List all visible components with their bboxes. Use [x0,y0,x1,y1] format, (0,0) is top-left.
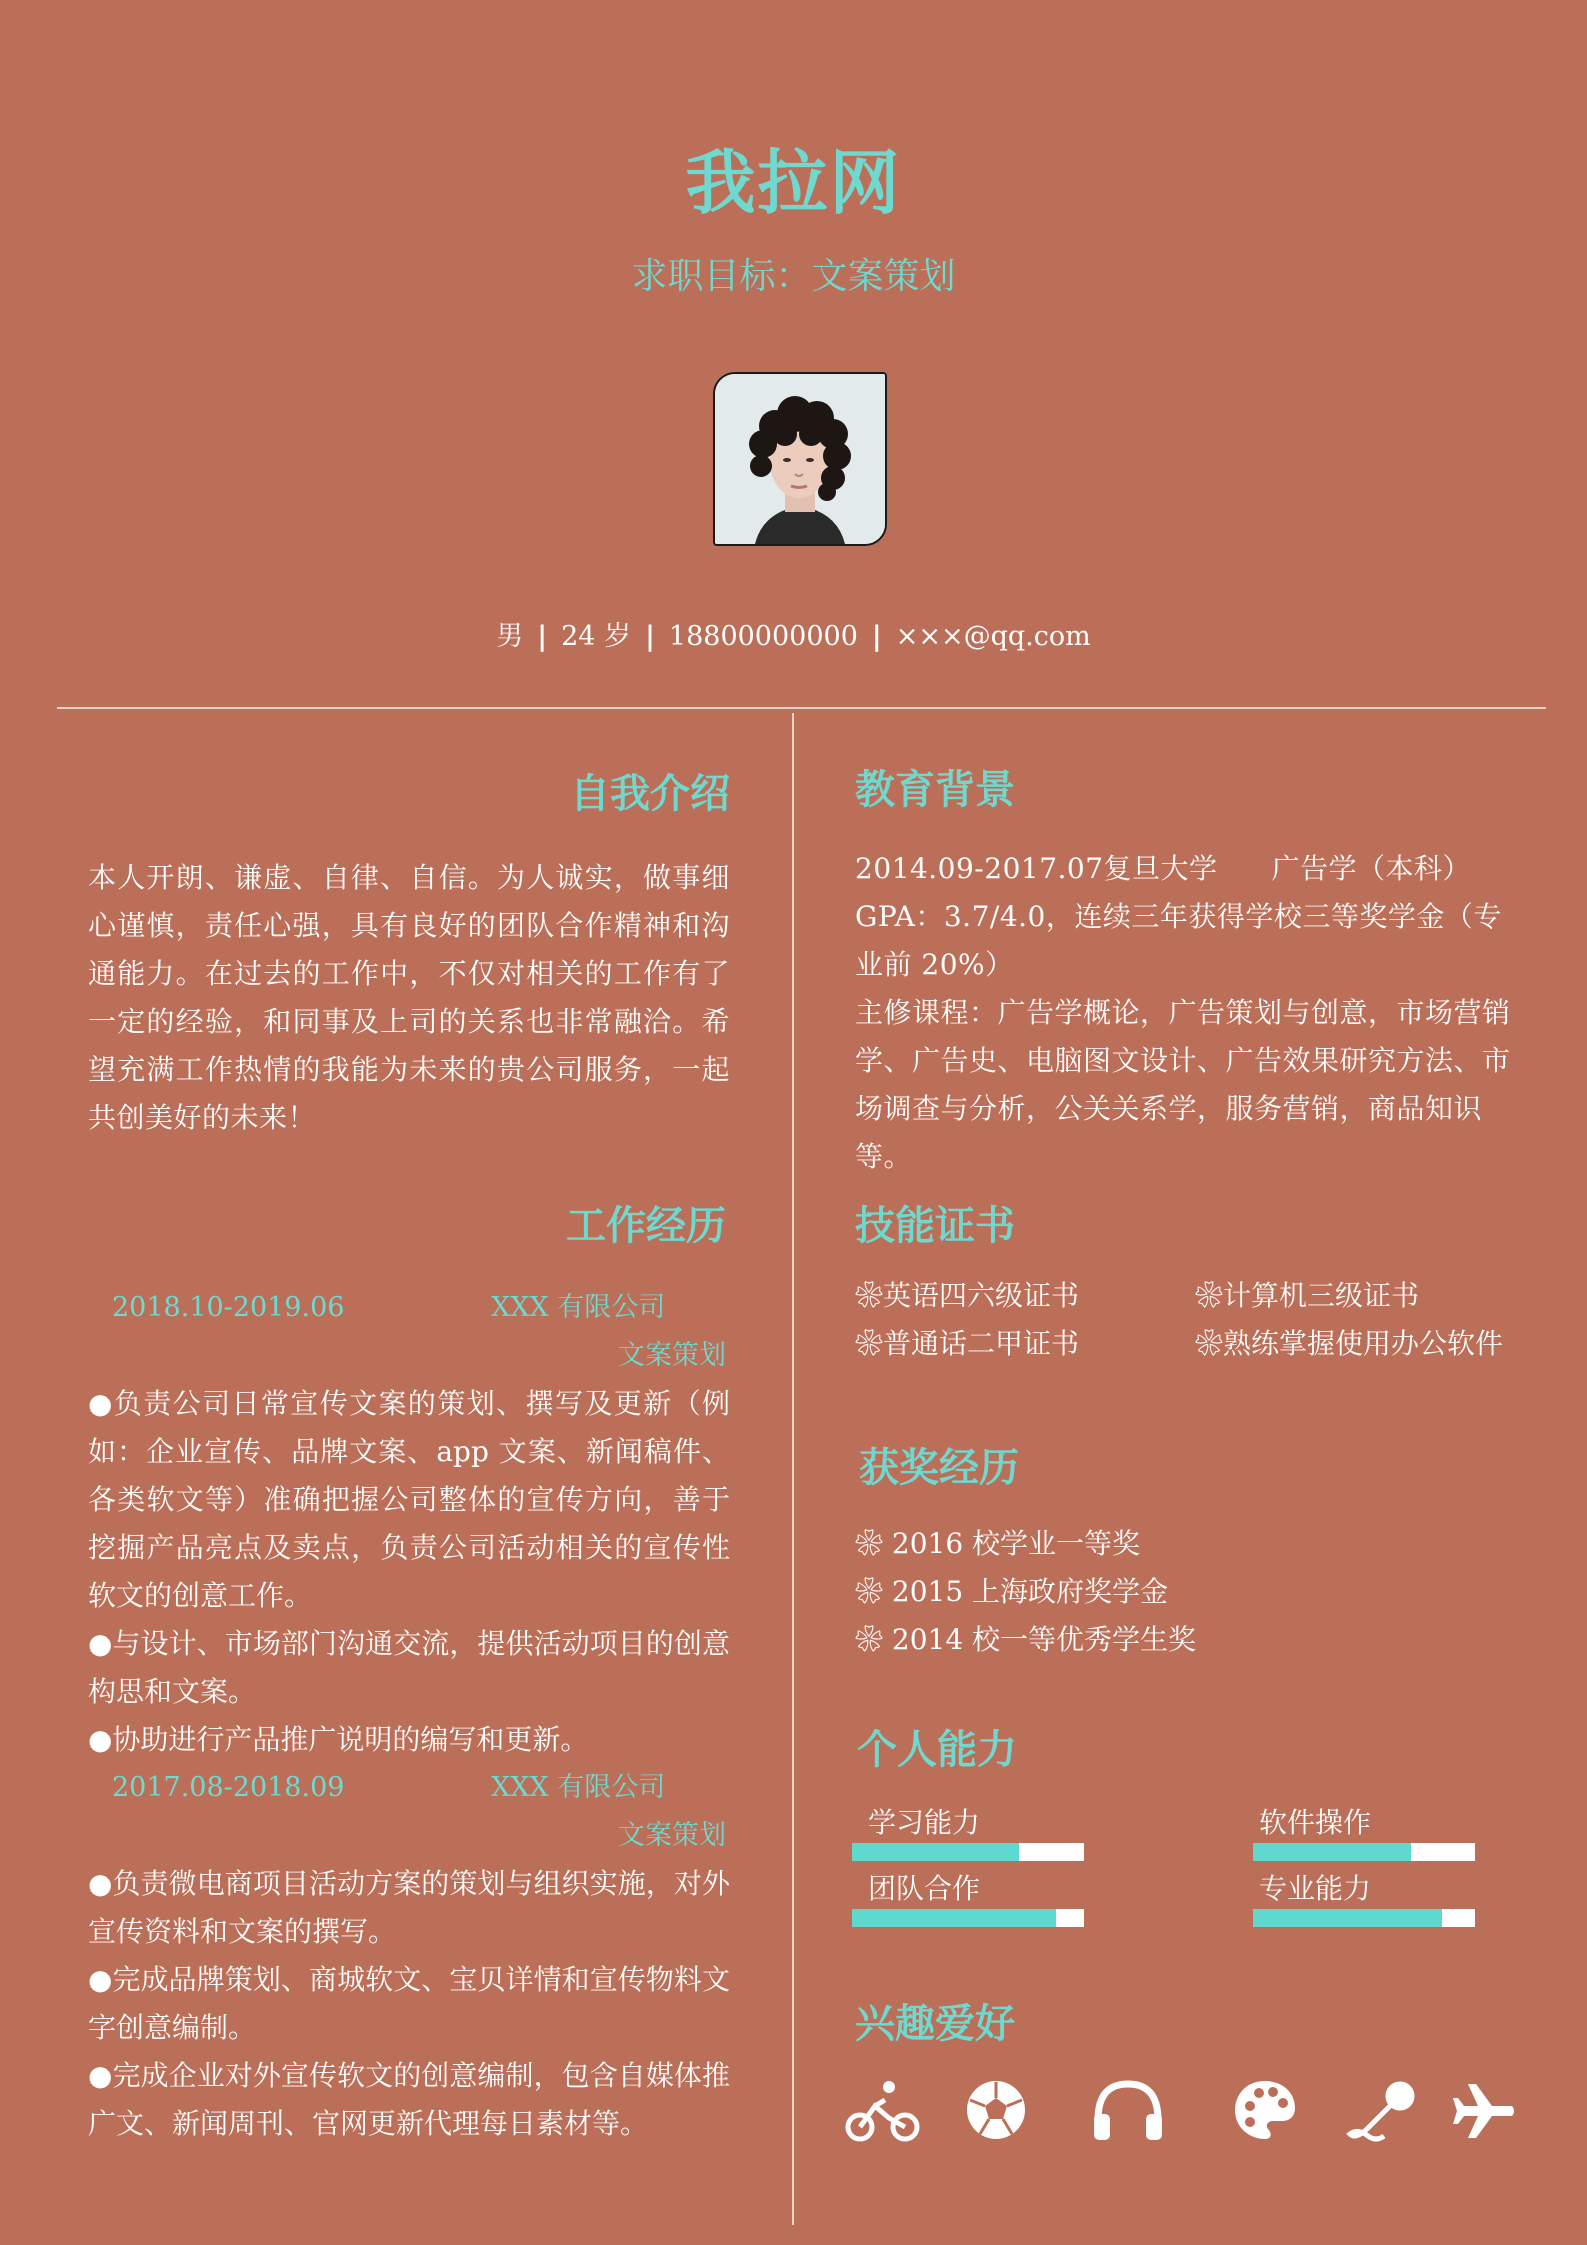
ability-bar-track [852,1843,1084,1861]
hobbies-title: 兴趣爱好 [855,2000,1015,2047]
job-bullets [88,1860,730,2148]
ability-software [1253,1803,1475,1861]
headphones-icon [1090,2078,1166,2142]
job-date: 2017.08-2018.09 [112,1772,345,1803]
palette-icon [1232,2078,1298,2142]
intro-title: 自我介绍 [570,770,730,817]
job-company: XXX 有限公司 [491,1772,666,1803]
separator: | [537,621,548,652]
award-item: ❀ 2014 校一等优秀学生奖 [855,1623,1197,1656]
microphone-icon [1346,2078,1420,2144]
job-role: 文案策划 [618,1820,726,1851]
ability-bar-track [1253,1843,1475,1861]
skills-title: 技能证书 [855,1202,1015,1249]
gender: 男 [496,621,524,652]
ability-label: 专业能力 [1259,1872,1372,1905]
email-address: ×××@qq.com [895,621,1091,652]
ability-bar-track [1253,1909,1475,1927]
ability-label: 学习能力 [868,1806,981,1839]
age: 24 岁 [561,621,632,652]
education-gpa: GPA：3.7/4.0，连续三年获得学校三等奖学金（专业前 20%） [855,900,1502,981]
education-line [855,845,1515,893]
ability-bar-fill [1253,1909,1442,1927]
ability-bar-fill [1253,1843,1411,1861]
education-title: 教育背景 [855,766,1015,813]
vertical-divider [792,713,794,2225]
award-item: ❀ 2016 校学业一等奖 [855,1527,1141,1560]
education-details [855,845,1515,1181]
football-icon [964,2078,1028,2142]
profile-photo [713,372,887,546]
separator: | [871,621,882,652]
horizontal-divider [57,707,1546,709]
contact-line [0,617,1587,657]
job-bullet: ●完成品牌策划、商城软文、宝贝详情和宣传物料文字创意编制。 [88,1963,730,2044]
certificate-item: ❀计算机三级证书 [1195,1279,1420,1312]
job-bullet: ●负责公司日常宣传文案的策划、撰写及更新（例如：企业宣传、品牌文案、app 文案、新闻稿件、各类软文等）准确把握公司整体的宣传方向，善于挖掘产品亮点及卖点，负责公司活动相关的宣传性软文的创意工作。 [88,1387,730,1612]
ability-bar-fill [852,1843,1019,1861]
phone-number: 18800000000 [668,621,858,652]
education-major: 广告学（本科） [1271,852,1472,885]
certificate-item: ❀普通话二甲证书 [855,1327,1080,1360]
ability-label: 软件操作 [1259,1806,1372,1839]
ability-professional [1253,1869,1475,1927]
ability-bar-fill [852,1909,1056,1927]
job-date: 2018.10-2019.06 [112,1292,345,1323]
job-bullet: ●完成企业对外宣传软文的创意编制，包含自媒体推广文、新闻周刊、官网更新代理每日素材等。 [88,2059,730,2140]
certificate-item: ❀熟练掌握使用办公软件 [1195,1327,1504,1360]
separator: | [645,621,655,652]
ability-bar-track [852,1909,1084,1927]
job-bullet: ●与设计、市场部门沟通交流，提供活动项目的创意构思和文案。 [88,1627,730,1708]
certificate-item: ❀英语四六级证书 [855,1279,1080,1312]
work-title: 工作经历 [566,1202,726,1249]
airplane-icon [1452,2080,1516,2142]
job-company: XXX 有限公司 [491,1292,666,1323]
candidate-name: 我拉网 [685,141,902,224]
job-bullet: ●协助进行产品推广说明的编写和更新。 [88,1723,589,1756]
ability-label: 团队合作 [868,1872,981,1905]
job-role: 文案策划 [618,1340,726,1371]
awards-title: 获奖经历 [859,1444,1019,1491]
cycling-icon [845,2078,921,2144]
education-courses: 主修课程：广告学概论，广告策划与创意，市场营销学、广告史、电脑图文设计、广告效果研究方法、市场调查与分析，公关关系学，服务营销，商品知识等。 [855,996,1511,1173]
abilities-title: 个人能力 [857,1726,1017,1773]
job-bullets [88,1380,730,1764]
job-bullet: ●负责微电商项目活动方案的策划与组织实施，对外宣传资料和文案的撰写。 [88,1867,730,1948]
intro-text: 本人开朗、谦虚、自律、自信。为人诚实，做事细心谨慎，责任心强，具有良好的团队合作精神和沟通能力。在过去的工作中，不仅对相关的工作有了一定的经验，和同事及上司的关系也非常融洽。希望充满工作热情的我能为未来的贵公司服务，一起共创美好的未来！ [88,861,730,1134]
ability-learning [852,1803,1084,1861]
ability-teamwork [852,1869,1084,1927]
award-item: ❀ 2015 上海政府奖学金 [855,1575,1169,1608]
job-objective: 求职目标：文案策划 [631,256,956,297]
education-period-school: 2014.09-2017.07复旦大学 [855,852,1218,885]
